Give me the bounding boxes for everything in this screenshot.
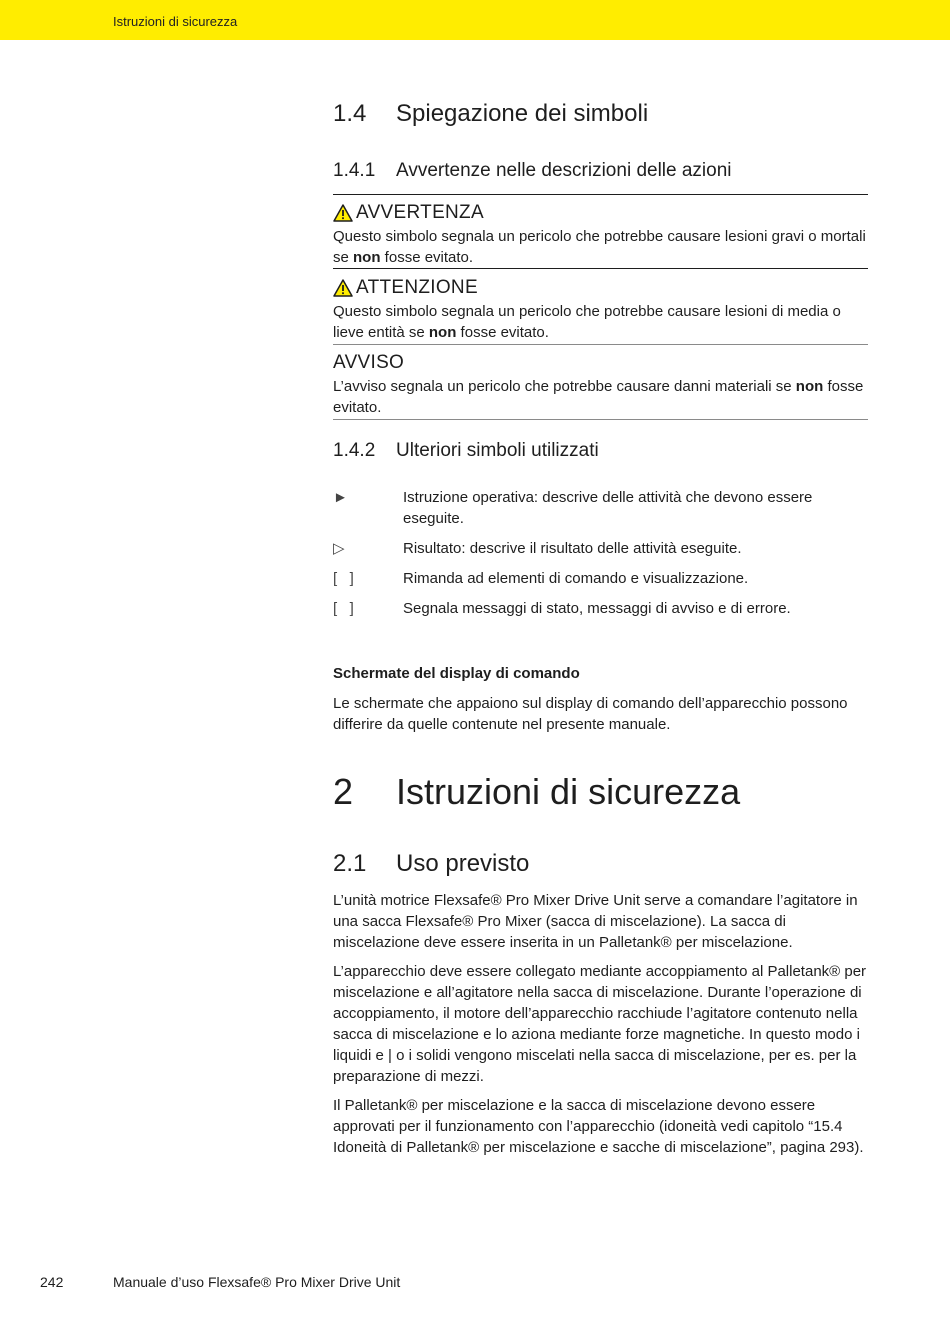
warning-text-part: Questo simbolo segnala un pericolo che potrebbe causare lesioni gravi o mortali se bbox=[333, 228, 866, 266]
list-item-text: Rimanda ad elementi di comando e visualizzazione. bbox=[403, 570, 749, 587]
header-bar bbox=[0, 0, 950, 40]
subheading-display: Schermate del display di comando bbox=[333, 665, 580, 682]
warning-text-part: fosse evitato. bbox=[333, 378, 864, 416]
divider bbox=[333, 419, 868, 420]
warning-text-bold: non bbox=[353, 249, 381, 266]
list-item-text: Risultato: descrive il risultato delle attività eseguite. bbox=[403, 540, 742, 557]
heading-number: 1.4.1 bbox=[333, 160, 376, 181]
warning-label: AVVISO bbox=[333, 352, 405, 373]
warning-title-attenzione bbox=[333, 277, 478, 299]
warning-triangle-icon bbox=[333, 279, 353, 297]
heading-1-4-2 bbox=[333, 440, 599, 462]
heading-number: 1.4 bbox=[333, 100, 367, 127]
heading-number: 2.1 bbox=[333, 850, 367, 877]
brackets-icon: [ ] bbox=[333, 600, 354, 617]
warning-text-part: fosse evitato. bbox=[456, 324, 549, 341]
warning-text bbox=[333, 376, 868, 418]
heading-title: Avvertenze nelle descrizioni delle azioni bbox=[396, 160, 732, 181]
heading-2-1 bbox=[333, 850, 529, 878]
warning-triangle-icon bbox=[333, 204, 353, 222]
warning-title-avviso bbox=[333, 352, 404, 374]
heading-1-4-1 bbox=[333, 160, 732, 182]
divider bbox=[333, 344, 868, 345]
list-item-text: Segnala messaggi di stato, messaggi di avviso e di errore. bbox=[403, 600, 791, 617]
warning-title-avvertenza bbox=[333, 202, 484, 224]
chapter-title: Istruzioni di sicurezza bbox=[396, 771, 741, 812]
warning-label: ATTENZIONE bbox=[356, 277, 478, 298]
heading-title: Spiegazione dei simboli bbox=[396, 100, 649, 127]
result-arrow-icon: ▷ bbox=[333, 540, 345, 557]
heading-title: Uso previsto bbox=[396, 850, 530, 877]
chapter-number: 2 bbox=[333, 771, 354, 812]
brackets-icon: [ ] bbox=[333, 570, 354, 587]
body-paragraph: L’unità motrice Flexsafe® Pro Mixer Drive Unit serve a comandare l’agitatore in una sacca Flexsafe® Pro Mixer (sacca di miscelazione). La sacca di miscelazione deve essere inserita in un Palletank® per miscelazione. bbox=[333, 892, 858, 951]
warning-label: AVVERTENZA bbox=[356, 202, 484, 223]
warning-text-part: fosse evitato. bbox=[380, 249, 474, 266]
warning-text-part: L’avviso segnala un pericolo che potrebbe causare danni materiali se bbox=[333, 378, 796, 395]
header-section-label: Istruzioni di sicurezza bbox=[113, 14, 238, 29]
warning-text-part: Questo simbolo segnala un pericolo che potrebbe causare lesioni di media o lieve entità se bbox=[333, 303, 841, 341]
warning-text bbox=[333, 301, 868, 343]
heading-1-4 bbox=[333, 100, 648, 128]
divider bbox=[333, 268, 868, 269]
list-item-text: Istruzione operativa: descrive delle attività che devono essere eseguite. bbox=[403, 489, 813, 527]
divider bbox=[333, 194, 868, 195]
page-number: 242 bbox=[40, 1274, 64, 1290]
footer-manual-title: Manuale d’uso Flexsafe® Pro Mixer Drive Unit bbox=[113, 1274, 401, 1290]
heading-number: 1.4.2 bbox=[333, 440, 376, 461]
heading-title: Ulteriori simboli utilizzati bbox=[396, 440, 599, 461]
warning-text-bold: non bbox=[795, 378, 824, 395]
warning-text-bold: non bbox=[428, 324, 457, 341]
display-paragraph: Le schermate che appaiono sul display di comando dell’apparecchio possono differire da quelle contenute nel presente manuale. bbox=[333, 695, 848, 733]
chapter-heading-2 bbox=[333, 771, 740, 813]
warning-text bbox=[333, 226, 868, 268]
action-arrow-icon: ► bbox=[333, 489, 348, 506]
body-paragraph: L’apparecchio deve essere collegato mediante accoppiamento al Palletank® per miscelazione e all’agitatore nella sacca di miscelazione. Durante l’operazione di accoppiamento, il motore dell’apparecchio racchiude l’agitatore contenuto nella sacca di miscelazione e lo aziona mediante forze magnetiche. In questo modo i liquidi e | o i solidi vengono miscelati nella sacca di miscelazione, per es. per la preparazione di mezzi. bbox=[333, 963, 867, 1085]
body-paragraph: Il Palletank® per miscelazione e la sacca di miscelazione devono essere approvati per il funzionamento con l’apparecchio (idoneità vedi capitolo “15.4 Idoneità di Palletank® per miscelazione e sacche di miscelazione”, pagina 293). bbox=[333, 1097, 864, 1156]
